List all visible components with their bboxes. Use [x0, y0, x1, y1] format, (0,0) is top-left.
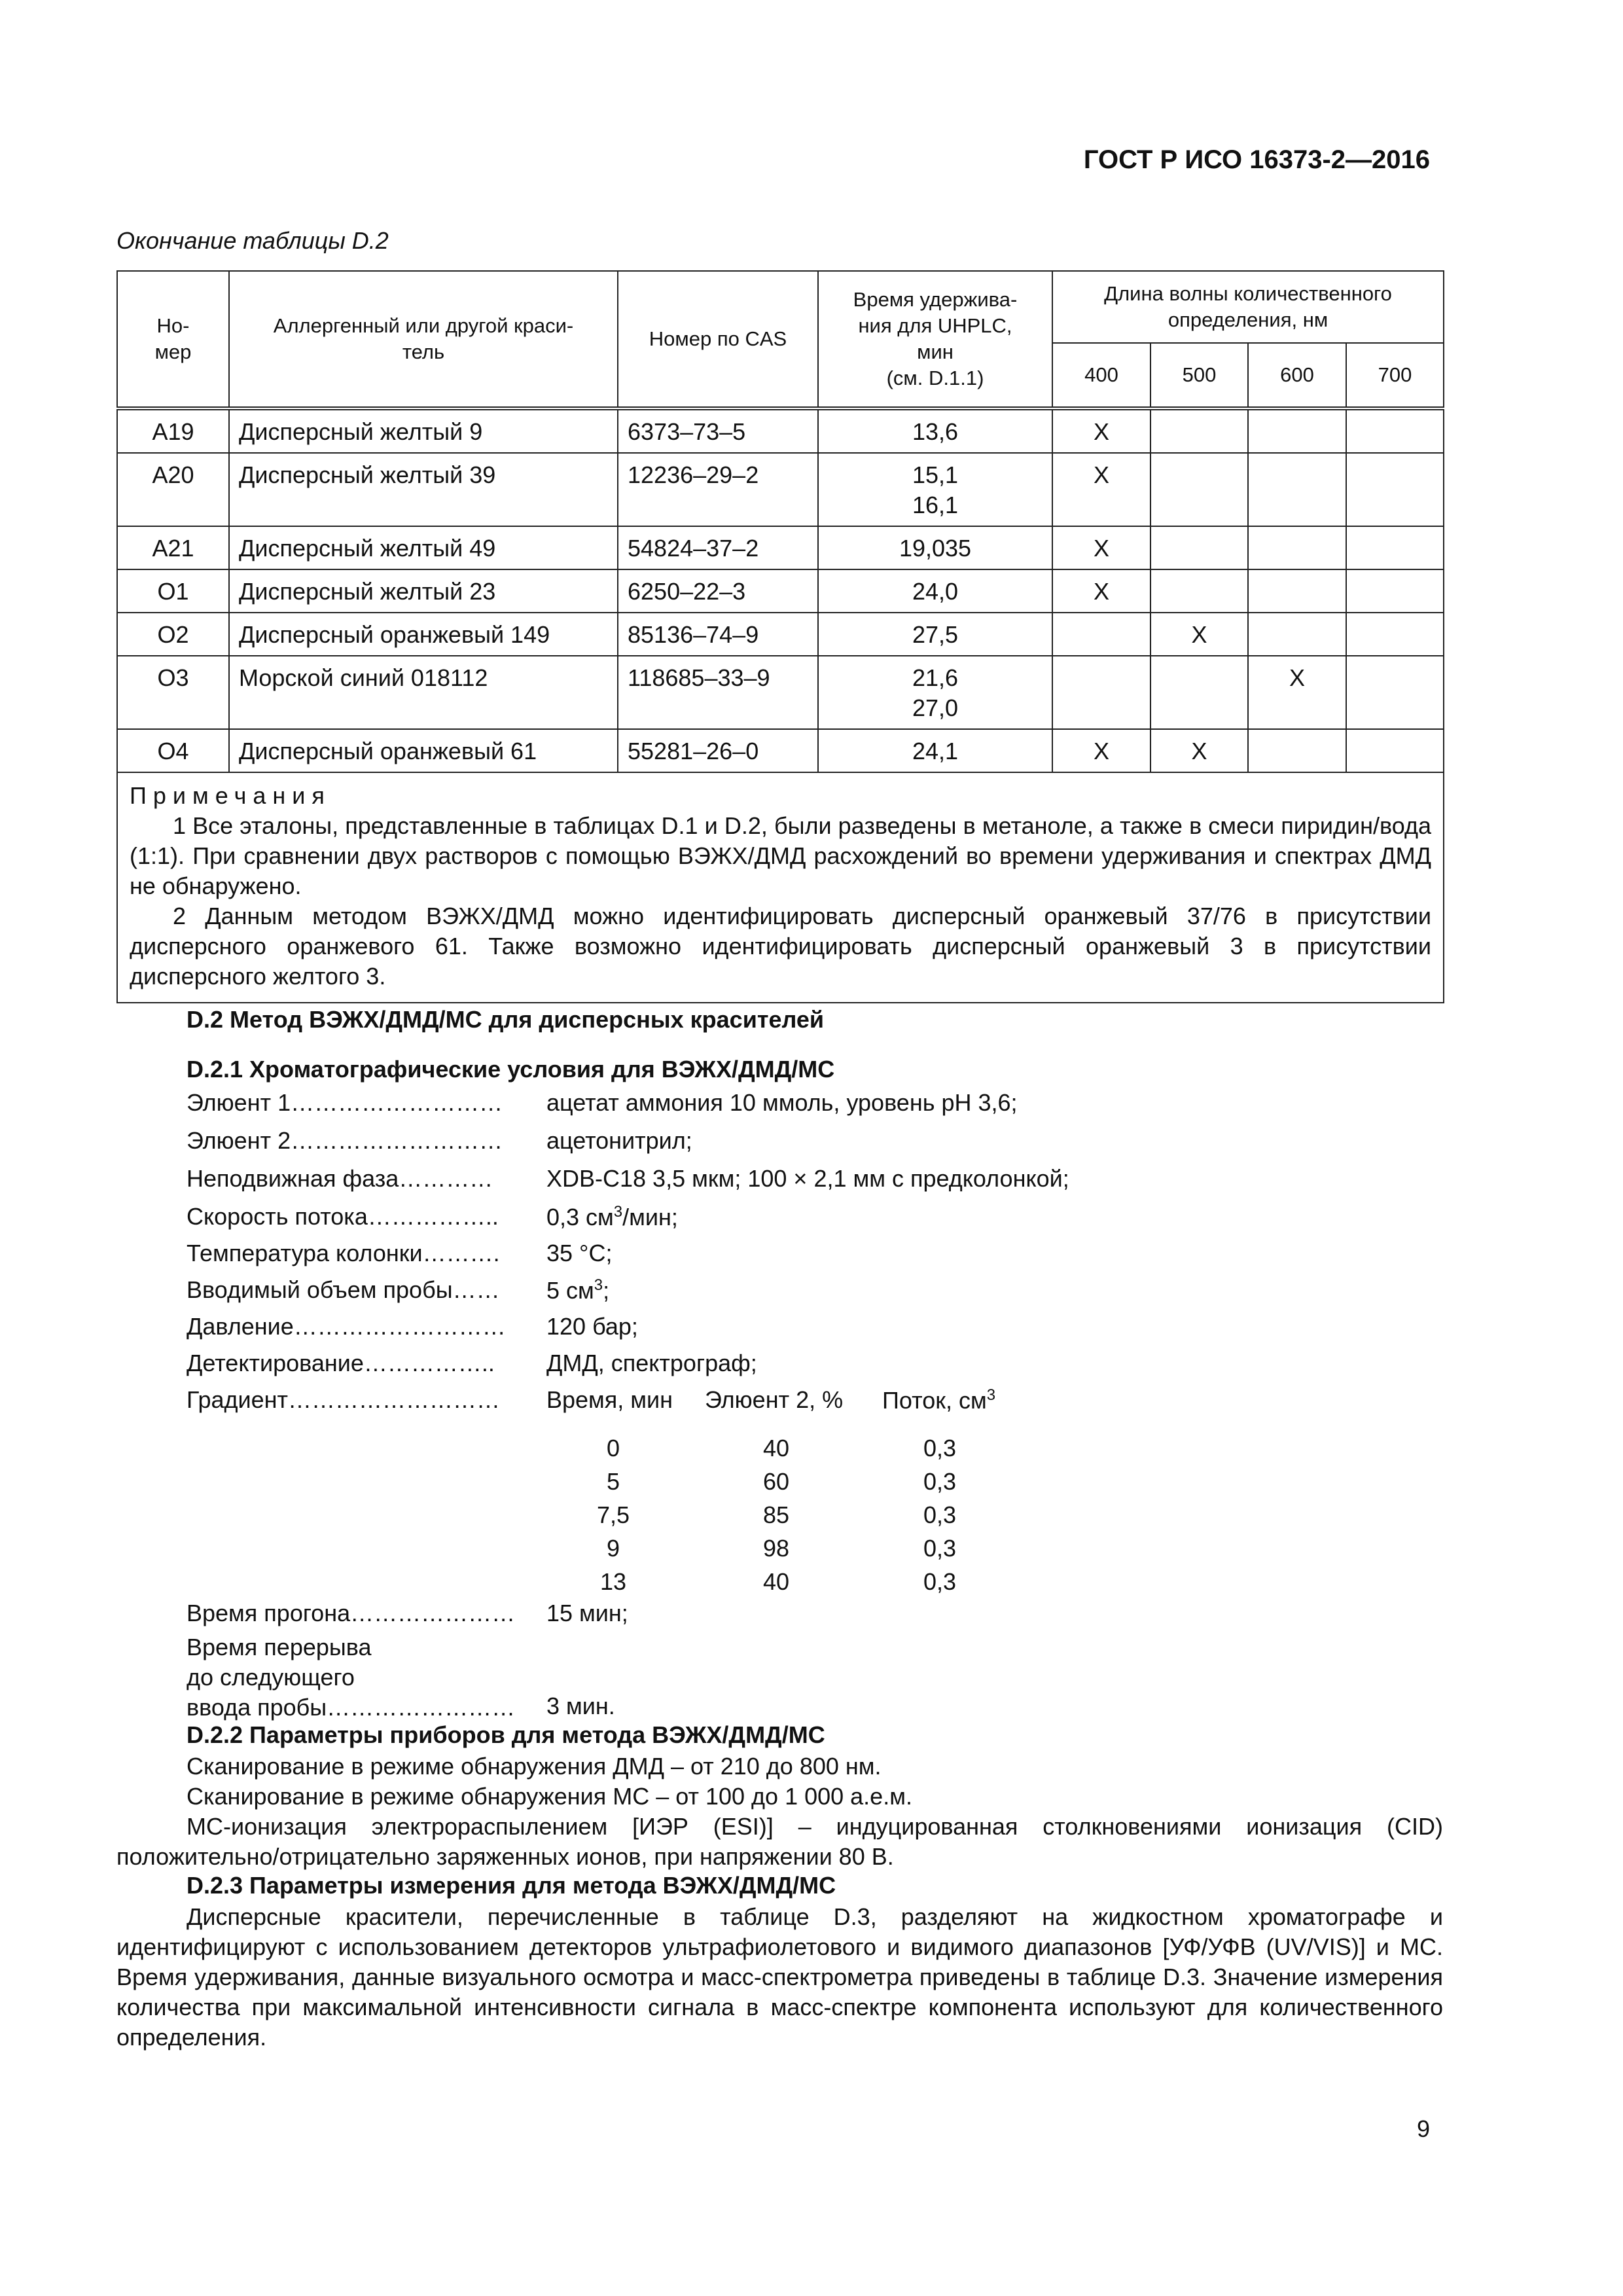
cell-retention: 27,5	[818, 613, 1052, 656]
cell-name: Дисперсный желтый 23	[229, 569, 618, 613]
document-header: ГОСТ Р ИСО 16373-2—2016	[1083, 145, 1430, 174]
cell-w400	[1052, 613, 1150, 656]
gradient-flow: 0,3	[923, 1535, 957, 1562]
cell-name: Дисперсный оранжевый 149	[229, 613, 618, 656]
cell-num: O3	[117, 656, 229, 729]
condition-value-text: XDB-C18 3,5 мкм; 100 × 2,1 мм с предколонкой;	[546, 1165, 1069, 1192]
d22-line-2: Сканирование в режиме обнаружения МС – от 100 до 1 000 а.е.м.	[187, 1783, 912, 1810]
cell-w700	[1346, 569, 1444, 613]
cell-w400: X	[1052, 408, 1150, 453]
table-row	[117, 569, 1444, 613]
table-row	[117, 408, 1444, 453]
cell-retention: 19,035	[818, 526, 1052, 569]
header-num: Но- мер	[117, 271, 229, 408]
pause-line-3: ввода пробы……………………	[187, 1694, 516, 1721]
cell-name: Дисперсный желтый 39	[229, 453, 618, 526]
table-row	[117, 656, 1444, 729]
section-d2-heading: D.2 Метод ВЭЖХ/ДМД/МС для дисперсных красителей	[187, 1006, 825, 1033]
condition-value	[546, 1240, 612, 1267]
condition-value-sup: 3	[594, 1276, 603, 1294]
section-d23-heading: D.2.3 Параметры измерения для метода ВЭЖХ/ДМД/МС	[187, 1872, 836, 1899]
cell-w600: X	[1248, 656, 1346, 729]
cell-num: A19	[117, 408, 229, 453]
cell-w400: X	[1052, 526, 1150, 569]
pause-value: 3 мин.	[546, 1693, 615, 1719]
cell-w600	[1248, 453, 1346, 526]
header-retention: Время удержива- ния для UHPLC, мин (см. D.1.1)	[818, 271, 1052, 408]
cell-cas: 6373–73–5	[618, 408, 818, 453]
pause-line-1: Время перерыва	[187, 1634, 372, 1660]
cell-w700	[1346, 613, 1444, 656]
header-cas: Номер по CAS	[618, 271, 818, 408]
header-w700: 700	[1346, 343, 1444, 408]
cell-retention: 13,6	[818, 408, 1052, 453]
cell-retention: 21,6 27,0	[818, 656, 1052, 729]
table-row	[117, 613, 1444, 656]
cell-num: A21	[117, 526, 229, 569]
cell-w400: X	[1052, 453, 1150, 526]
cell-w700	[1346, 526, 1444, 569]
cell-num: O2	[117, 613, 229, 656]
condition-label: Вводимый объем пробы……	[187, 1276, 500, 1303]
condition-label: Элюент 1………………………	[187, 1089, 503, 1116]
section-d21-heading: D.2.1 Хроматографические условия для ВЭЖХ/ДМД/МС	[187, 1056, 835, 1083]
d22-lines	[187, 1751, 912, 1812]
condition-value-text: 0,3 см	[546, 1204, 614, 1230]
table-row	[117, 453, 1444, 526]
cell-w500	[1150, 656, 1248, 729]
dyes-table	[116, 270, 1444, 1003]
header-name: Аллергенный или другой краси- тель	[229, 271, 618, 408]
cell-w700	[1346, 453, 1444, 526]
condition-value-text: 35 °C;	[546, 1240, 613, 1266]
table-continuation-caption: Окончание таблицы D.2	[116, 227, 389, 254]
notes-title: Примечания	[130, 782, 331, 809]
note-2: 2 Данным методом ВЭЖХ/ДМД можно идентифицировать дисперсный оранжевый 37/76 в присутствии дисперсного оранжевого 61. Также возможно идентифицировать дисперсный оранжевый 3 в присутствии дисперсного желтого 3.	[130, 903, 1432, 990]
condition-label: Скорость потока……………..	[187, 1203, 499, 1230]
gradient-flow: 0,3	[923, 1468, 957, 1495]
cell-cas: 54824–37–2	[618, 526, 818, 569]
cell-num: A20	[117, 453, 229, 526]
gradient-col-flow: Поток, $см^3$	[882, 1386, 996, 1414]
condition-value-tail: ;	[603, 1277, 610, 1304]
cell-w500	[1150, 453, 1248, 526]
condition-value-text: ацетат аммония 10 ммоль, уровень pH 3,6;	[546, 1089, 1018, 1116]
d23-paragraph: Дисперсные красители, перечисленные в таблице D.3, разделяют на жидкостном хроматографе и идентифицируют с использованием детекторов ультрафиолетового и видимого диапазонов [УФ/УФВ (UV/VIS)] и МС. Время удерживания, данные визуального осмотра и масс-спектрометра приведены в таблице D.3. Значение измерения количества при максимальной интенсивности сигнала в масс-спектре компонента используют для количественного определения.	[116, 1903, 1443, 2051]
table-body	[117, 408, 1444, 772]
cell-w600	[1248, 526, 1346, 569]
condition-label: Элюент 2………………………	[187, 1127, 503, 1154]
cell-name: Морской синий 018112	[229, 656, 618, 729]
table-row	[117, 729, 1444, 772]
condition-value	[546, 1350, 757, 1377]
cell-w400	[1052, 656, 1150, 729]
pause-line-2: до следующего	[187, 1664, 355, 1691]
condition-value-text: 120 бар;	[546, 1313, 638, 1340]
cell-w700	[1346, 408, 1444, 453]
header-w600: 600	[1248, 343, 1346, 408]
gradient-flow: 0,3	[923, 1501, 957, 1528]
gradient-col-time: Время, мин	[546, 1386, 673, 1413]
d22-line-1: Сканирование в режиме обнаружения ДМД – от 210 до 800 нм.	[187, 1753, 882, 1780]
cell-cas: 118685–33–9	[618, 656, 818, 729]
gradient-eluent: 60	[762, 1468, 790, 1495]
cell-w500	[1150, 408, 1248, 453]
condition-value	[546, 1203, 678, 1231]
cell-cas: 85136–74–9	[618, 613, 818, 656]
gradient-time: 13	[599, 1568, 627, 1595]
cell-w400: X	[1052, 569, 1150, 613]
cell-retention: 24,0	[818, 569, 1052, 613]
gradient-label: Градиент………………………	[187, 1386, 501, 1413]
header-w400: 400	[1052, 343, 1150, 408]
condition-value-sup: 3	[613, 1203, 623, 1221]
condition-value-text: 5 см	[546, 1277, 594, 1304]
cell-w600	[1248, 569, 1346, 613]
cell-name: Дисперсный оранжевый 61	[229, 729, 618, 772]
condition-label: Давление………………………	[187, 1313, 506, 1340]
condition-value	[546, 1313, 638, 1340]
gradient-col-eluent: Элюент 2, %	[705, 1386, 844, 1413]
condition-label: Детектирование……………..	[187, 1350, 495, 1376]
cell-w500	[1150, 569, 1248, 613]
cell-num: O1	[117, 569, 229, 613]
cell-w500: X	[1150, 729, 1248, 772]
header-wavelength: Длина волны количественного определения, нм	[1052, 271, 1444, 343]
cell-w500: X	[1150, 613, 1248, 656]
page-number: 9	[1416, 2115, 1430, 2142]
cell-retention: 24,1	[818, 729, 1052, 772]
cell-retention: 15,1 16,1	[818, 453, 1052, 526]
pause-label	[187, 1632, 515, 1723]
run-time-label: Время прогона…………………	[187, 1600, 516, 1626]
gradient-eluent: 85	[762, 1501, 790, 1528]
cell-w600	[1248, 613, 1346, 656]
gradient-eluent: 40	[762, 1568, 790, 1595]
condition-value-tail: /мин;	[622, 1204, 678, 1230]
gradient-flow: 0,3	[923, 1568, 957, 1595]
cell-w700	[1346, 729, 1444, 772]
condition-label: Температура колонки……….	[187, 1240, 500, 1266]
gradient-time: 7,5	[596, 1501, 630, 1528]
cell-w600	[1248, 408, 1346, 453]
header-w500: 500	[1150, 343, 1248, 408]
cell-cas: 6250–22–3	[618, 569, 818, 613]
d22-paragraph: МС-ионизация электрораспылением [ИЭР (ESI)] – индуцированная столкновениями ионизация (CID) положительно/отрицательно заряженных ионов, при напряжении 80 В.	[116, 1813, 1443, 1870]
table-row	[117, 526, 1444, 569]
table-notes	[117, 772, 1444, 1003]
gradient-eluent: 40	[762, 1435, 790, 1462]
gradient-time: 5	[606, 1468, 620, 1495]
gradient-flow: 0,3	[923, 1435, 957, 1462]
run-time-value: 15 мин;	[546, 1600, 628, 1626]
cell-num: O4	[117, 729, 229, 772]
condition-value	[546, 1089, 1018, 1117]
gradient-time: 9	[606, 1535, 620, 1562]
cell-w600	[1248, 729, 1346, 772]
condition-value	[546, 1127, 692, 1155]
cell-w400: X	[1052, 729, 1150, 772]
cell-name: Дисперсный желтый 49	[229, 526, 618, 569]
note-1: 1 Все эталоны, представленные в таблицах D.1 и D.2, были разведены в метаноле, а также в смеси пиридин/вода (1:1). При сравнении двух растворов с помощью ВЭЖХ/ДМД расхождений во времени удерживания и спектрах ДМД не обнаружено.	[130, 812, 1432, 899]
cell-w500	[1150, 526, 1248, 569]
section-d22-heading: D.2.2 Параметры приборов для метода ВЭЖХ/ДМД/МС	[187, 1721, 825, 1748]
condition-value	[546, 1165, 1069, 1193]
gradient-time: 0	[606, 1435, 620, 1462]
cell-cas: 55281–26–0	[618, 729, 818, 772]
cell-cas: 12236–29–2	[618, 453, 818, 526]
gradient-eluent: 98	[762, 1535, 790, 1562]
condition-label: Неподвижная фаза…………	[187, 1165, 493, 1192]
condition-value-text: ацетонитрил;	[546, 1127, 692, 1154]
cell-w700	[1346, 656, 1444, 729]
condition-value-text: ДМД, спектрограф;	[546, 1350, 757, 1376]
cell-name: Дисперсный желтый 9	[229, 408, 618, 453]
condition-value	[546, 1276, 609, 1304]
